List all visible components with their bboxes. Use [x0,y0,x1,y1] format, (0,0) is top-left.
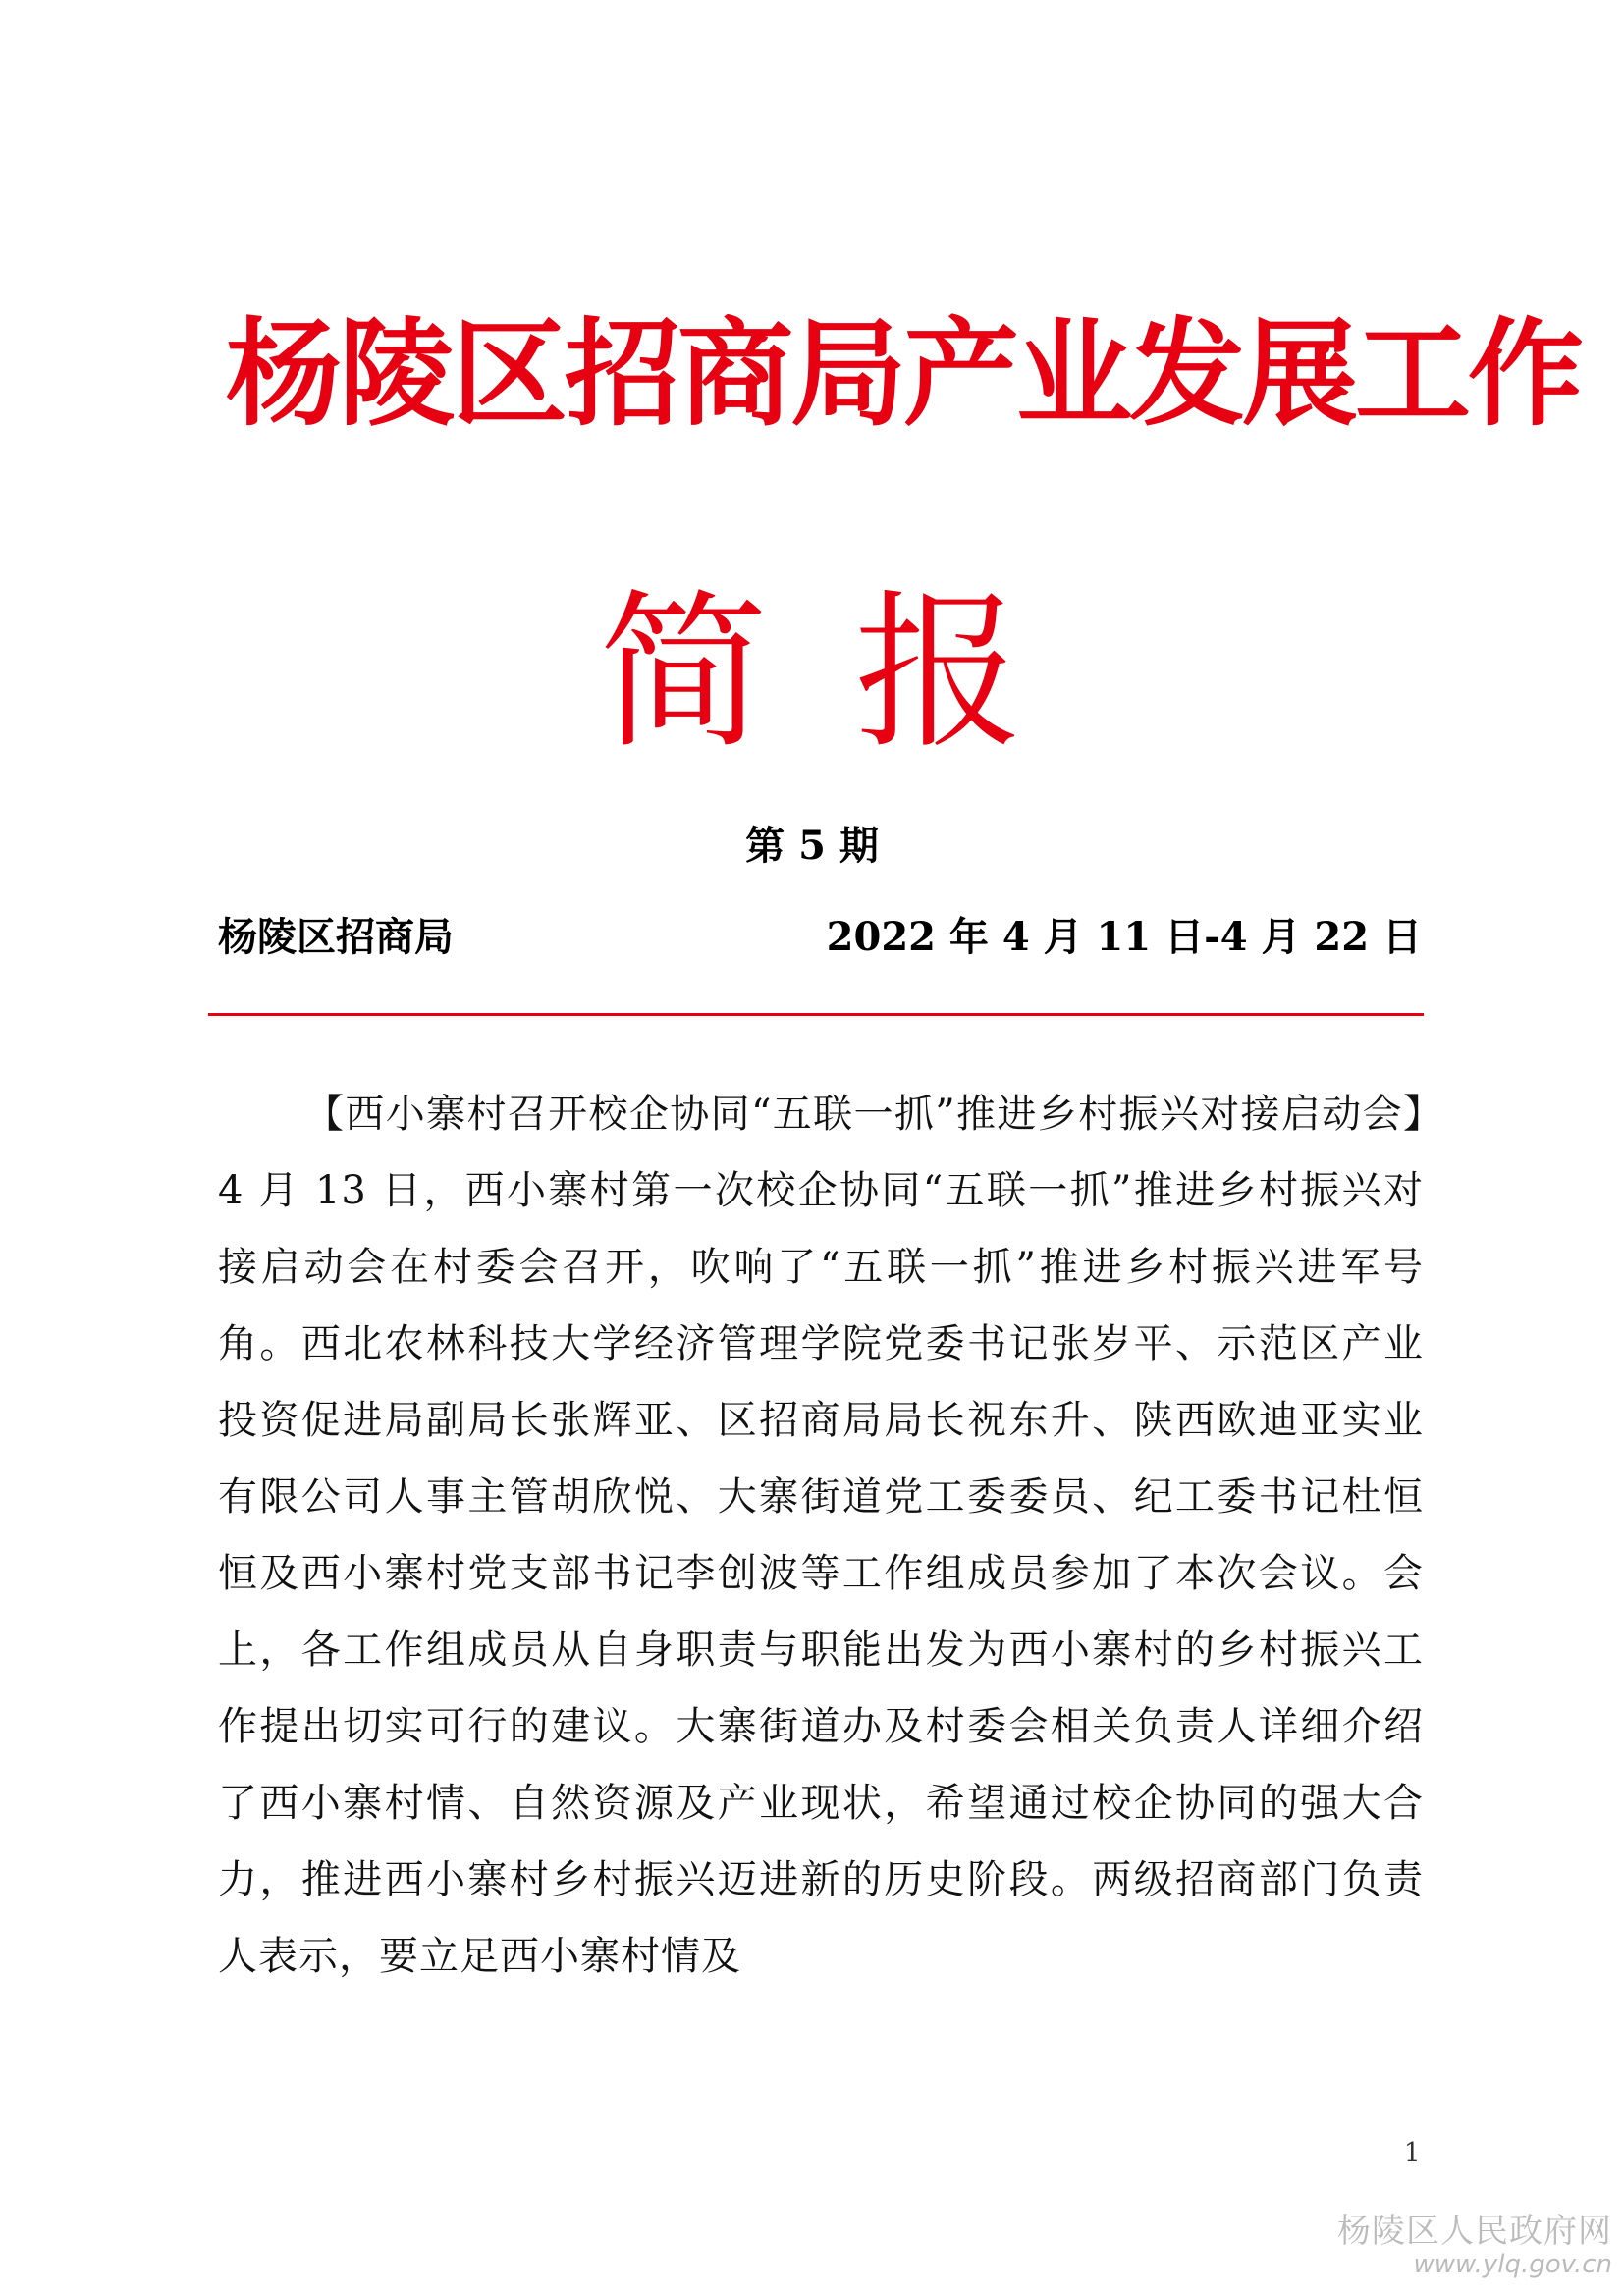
document-title: 杨陵区招商局产业发展工作 [226,305,1582,442]
issue-number: 第 5 期 [745,823,879,869]
article-body: 【西小寨村召开校企协同“五联一抓”推进乡村振兴对接启动会】4 月 13 日，西小寨村第一次校企协同“五联一抓”推进乡村振兴对接启动会在村委会召开，吹响了“五联一抓”推进乡村振兴进军号角。西北农林科技大学经济管理学院党委书记张岁平、示范区产业投资促进局副局长张辉亚、区招商局局长祝东升、陕西欧迪亚实业有限公司人事主管胡欣悦、大寨街道党工委委员、纪工委书记杜恒恒及西小寨村党支部书记李创波等工作组成员参加了本次会议。会上，各工作组成员从自身职责与职能出发为西小寨村的乡村振兴工作提出切实可行的建议。大寨街道办及村委会相关负责人详细介绍了西小寨村情、自然资源及产业现状，希望通过校企协同的强大合力，推进西小寨村乡村振兴迈进新的历史阶段。两级招商部门负责人表示，要立足西小寨村情及 [218,1092,1424,1979]
date-range: 2022 年 4 月 11 日-4 月 22 日 [826,914,1422,960]
issuer-name: 杨陵区招商局 [218,914,454,960]
watermark-url: www.ylq.gov.cn [1413,2250,1612,2280]
red-divider-line [208,1013,1424,1016]
watermark [1337,2213,1612,2280]
watermark-name: 杨陵区人民政府网 [1337,2212,1612,2251]
page-number: 1 [1404,2138,1421,2167]
document-subtitle: 简报 [599,574,1110,772]
